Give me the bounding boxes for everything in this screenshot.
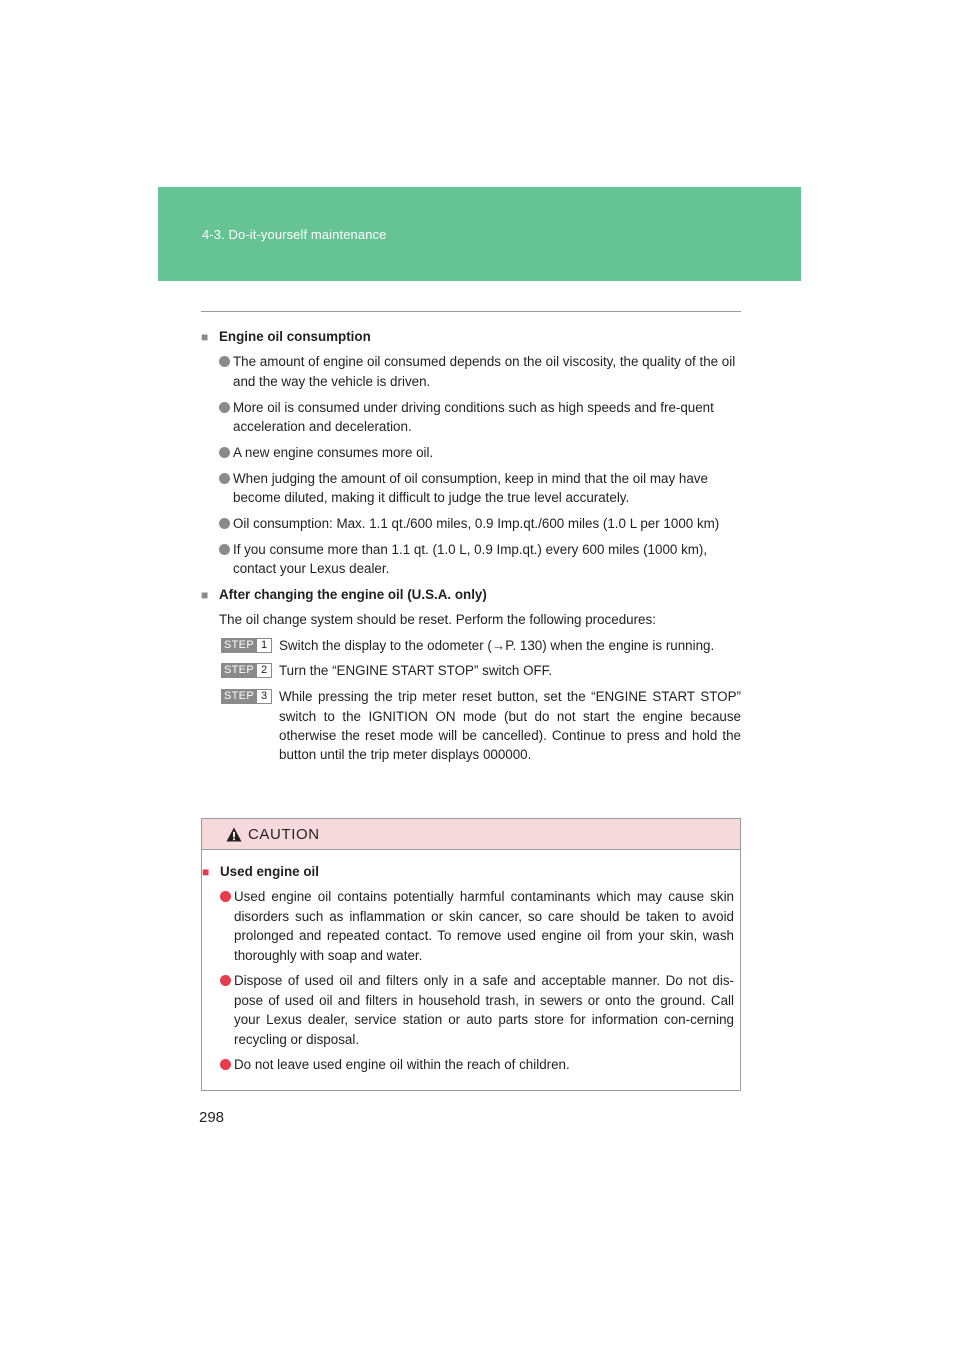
- circle-bullet-icon: [219, 518, 230, 529]
- caution-header: [202, 819, 740, 850]
- step-badge: STEP 2: [221, 663, 272, 678]
- list-item: More oil is consumed under driving conditions such as high speeds and fre-quent acceleration and deceleration.: [201, 398, 741, 437]
- square-bullet-icon: ■: [202, 865, 210, 879]
- caution-box: [201, 818, 741, 1091]
- used-oil-heading: ■ Used engine oil: [202, 864, 319, 879]
- after-change-heading: ■ After changing the engine oil (U.S.A. only): [201, 586, 487, 602]
- caution-title: CAUTION: [248, 825, 320, 843]
- circle-bullet-icon: [219, 544, 230, 555]
- divider-rule: [201, 311, 741, 312]
- list-item: A new engine consumes more oil.: [201, 443, 741, 462]
- list-item: Dispose of used oil and filters only in a safe and acceptable manner. Do not dis-pose of used oil and filters in household trash, in sewers or onto the ground. Call your Lexus dealer, service station or auto parts store for information con-cerning recycling or disposal.: [202, 971, 734, 1049]
- circle-bullet-icon: [220, 1059, 231, 1070]
- square-bullet-icon: ■: [201, 330, 209, 344]
- step-item: STEP 3 While pressing the trip meter reset button, set the “ENGINE START STOP” switch to the IGNITION ON mode (but do not start the engine because otherwise the reset mode will be cancelled). Continue to press and hold the button until the trip meter displays 000000.: [221, 687, 741, 765]
- circle-bullet-icon: [219, 473, 230, 484]
- list-item: Do not leave used engine oil within the reach of children.: [202, 1055, 734, 1074]
- circle-bullet-icon: [219, 447, 230, 458]
- step-item: STEP 1 Switch the display to the odometer (→P. 130) when the engine is running.: [221, 636, 741, 655]
- circle-bullet-icon: [219, 356, 230, 367]
- caution-body: [202, 850, 740, 1075]
- circle-bullet-icon: [219, 402, 230, 413]
- list-item: If you consume more than 1.1 qt. (1.0 L, 0.9 Imp.qt.) every 600 miles (1000 km), contact your Lexus dealer.: [201, 540, 741, 579]
- list-item: The amount of engine oil consumed depends on the oil viscosity, the quality of the oil and the way the vehicle is driven.: [201, 352, 741, 391]
- step-badge: STEP 1: [221, 638, 272, 653]
- after-change-intro: The oil change system should be reset. Perform the following procedures:: [219, 612, 656, 628]
- circle-bullet-icon: [220, 891, 231, 902]
- warning-triangle-icon: [226, 827, 242, 842]
- page-number: 298: [199, 1109, 225, 1126]
- section-header-band: [158, 187, 801, 281]
- step-badge: STEP 3: [221, 689, 272, 704]
- step-item: STEP 2 Turn the “ENGINE START STOP” switch OFF.: [221, 661, 741, 680]
- caution-list: [202, 887, 734, 1074]
- oil-consumption-list: [201, 352, 741, 578]
- main-content: [201, 327, 741, 771]
- section-title: 4-3. Do-it-yourself maintenance: [202, 227, 387, 242]
- step-list: [201, 636, 741, 765]
- list-item: Used engine oil contains potentially harmful contaminants which may cause skin disorders such as inflammation or skin cancer, so care should be taken to avoid prolonged and repeated contact. To remove used engine oil from your skin, wash thoroughly with soap and water.: [202, 887, 734, 965]
- square-bullet-icon: ■: [201, 587, 209, 602]
- list-item: When judging the amount of oil consumption, keep in mind that the oil may have become diluted, making it difficult to judge the true level accurately.: [201, 469, 741, 508]
- circle-bullet-icon: [220, 975, 231, 986]
- list-item: Oil consumption: Max. 1.1 qt./600 miles, 0.9 Imp.qt./600 miles (1.0 L per 1000 km): [201, 514, 741, 533]
- oil-consumption-heading: ■ Engine oil consumption: [201, 329, 371, 344]
